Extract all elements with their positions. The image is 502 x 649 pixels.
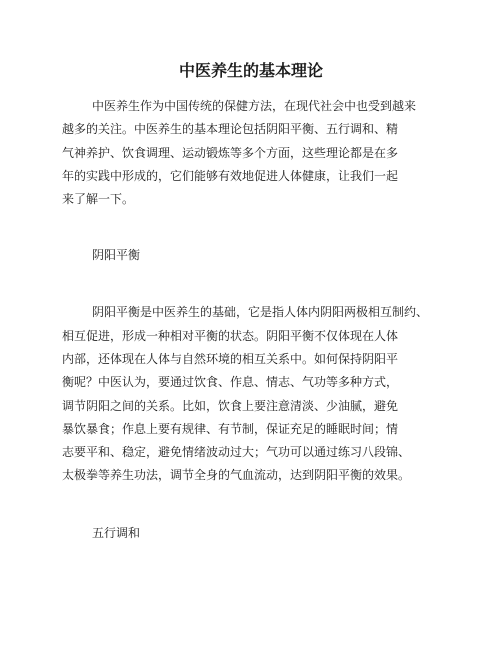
section-heading-yinyang: 阴阳平衡 [92, 248, 141, 262]
section1-line: 志要平和、稳定，避免情绪波动过大；气功可以通过练习八段锦、 [62, 445, 411, 459]
intro-line: 越多的关注。中医养生的基本理论包括阴阳平衡、五行调和、精 [62, 122, 399, 136]
section1-line: 阴阳平衡是中医养生的基础，它是指人体内阴阳两极相互制约、 [92, 305, 429, 319]
section1-line: 太极拳等养生功法，调节全身的气血流动，达到阴阳平衡的效果。 [62, 468, 411, 482]
intro-line: 来了解一下。 [62, 192, 135, 206]
section1-line: 衡呢？中医认为，要通过饮食、作息、情志、气功等多种方式， [62, 375, 399, 389]
section1-line: 内部，还体现在人体与自然环境的相互关系中。如何保持阴阳平 [62, 352, 399, 366]
section1-line: 暴饮暴食；作息上要有规律、有节制，保证充足的睡眠时间；情 [62, 422, 399, 436]
intro-line: 中医养生作为中国传统的保健方法，在现代社会中也受到越来 [92, 99, 417, 113]
intro-line: 年的实践中形成的，它们能够有效地促进人体健康，让我们一起 [62, 169, 399, 183]
document-title: 中医养生的基本理论 [178, 61, 323, 80]
section1-line: 调节阴阳之间的关系。比如，饮食上要注意清淡、少油腻，避免 [62, 399, 399, 413]
section1-line: 相互促进，形成一种相对平衡的状态。阴阳平衡不仅体现在人体 [62, 329, 399, 343]
section-heading-wuxing: 五行调和 [92, 526, 141, 540]
intro-line: 气神养护、饮食调理、运动锻炼等多个方面，这些理论都是在多 [62, 146, 399, 160]
